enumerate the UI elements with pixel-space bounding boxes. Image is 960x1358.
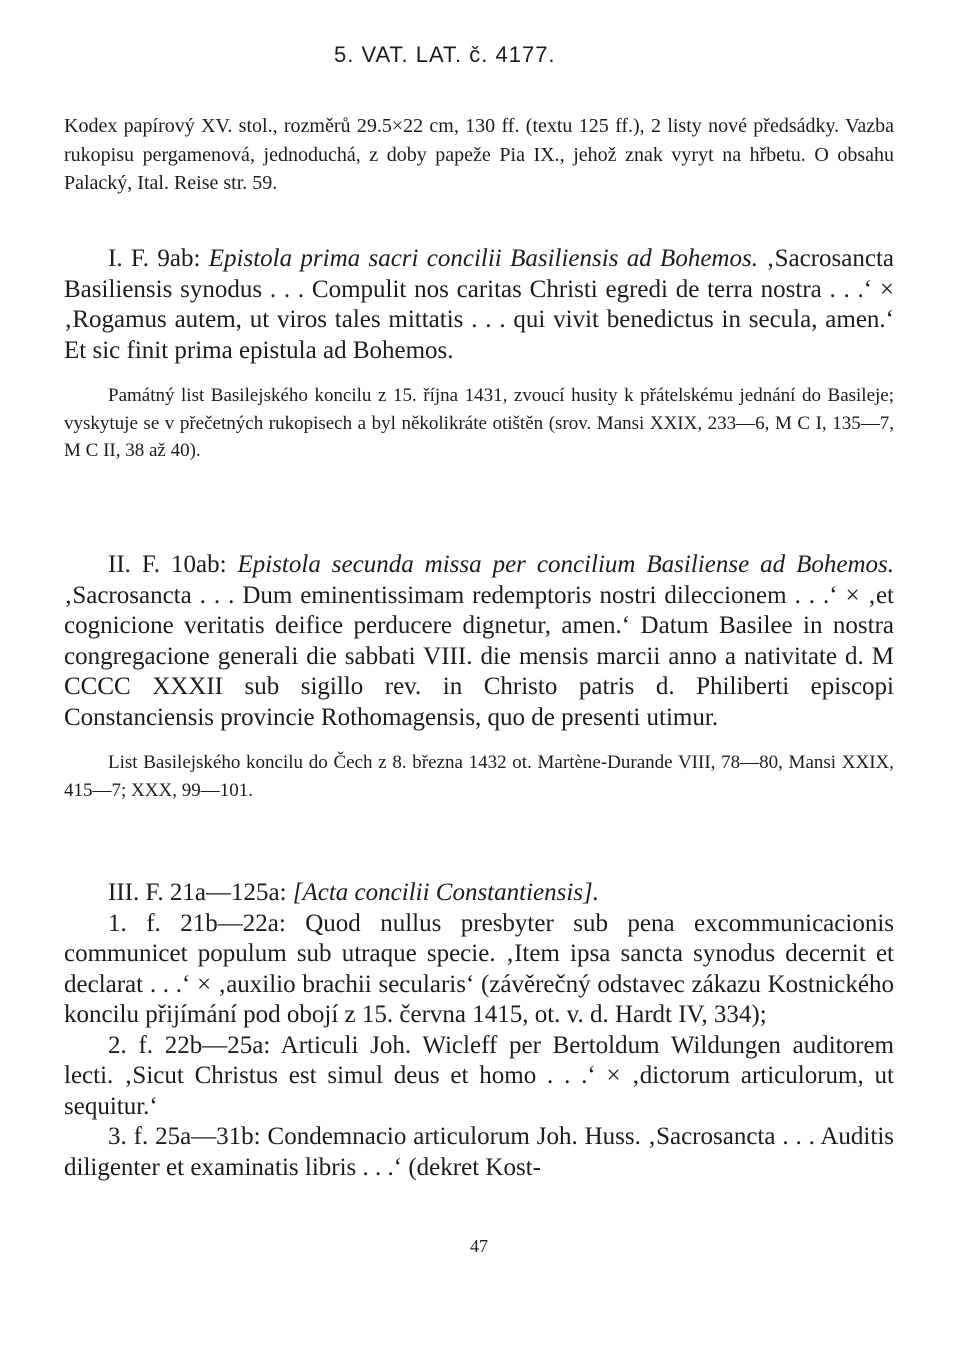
page-number: 47	[470, 1236, 488, 1256]
section-3-item-1: 1. f. 21b—22a: Quod nullus presbyter sub pena excommunicacionis communicet populum sub utraque specie. ‚Item ipsa sancta synodus decernit et declarat . . .‘ × ‚auxilio brachii secularis‘ (závěrečný odstavec zákazu Kostnického koncilu přijímání pod obojí z 15. června 1415, ot. v. d. Hardt IV, 334);	[64, 909, 894, 1028]
section-2-body	[64, 550, 894, 733]
section-1-body	[64, 244, 894, 366]
section-1	[64, 244, 894, 465]
section-3	[64, 878, 894, 1183]
page-heading: 5. VAT. LAT. č. 4177.	[334, 42, 556, 67]
codex-description: Kodex papírový XV. stol., rozměrů 29.5×22 cm, 130 ff. (textu 125 ff.), 2 listy nové předsádky. Vazba rukopisu pergamenová, jednoduchá, z doby papeže Pia IX., jehož znak vyryt na hřbetu. O obsahu Palacký, Ital. Reise str. 59.	[64, 115, 894, 194]
section-2-title: Epistola secunda missa per concilium Basiliense ad Bohemos.	[237, 551, 894, 578]
section-1-title: Epistola prima sacri concilii Basiliensis ad Bohemos.	[208, 245, 758, 272]
section-2-text: ‚Sacrosancta . . . Dum eminentissimam redemptoris nostri dileccionem . . .‘ × ‚et cognicione veritatis deifice perducere dignetur, amen.‘ Datum Basilee in nostra congregacione generali die sabbati VIII. die mensis marcii anno a nativitate d. M CCCC XXXII sub sigillo rev. in Christo patris d. Philiberti episcopi Constanciensis provincie Rothomagensis, quo de presenti utimur.	[64, 581, 894, 731]
section-3-title: [Acta concilii Constantiensis].	[292, 879, 600, 906]
section-1-note: Památný list Basilejského koncilu z 15. října 1431, zvoucí husity k přátelskému jednání do Basileje; vyskytuje se v přečetných rukopisech a byl několikráte otištěn (srov. Mansi XXIX, 233—6, M C I, 135—7, M C II, 38 až 40).	[64, 385, 894, 461]
section-3-item-2: 2. f. 22b—25a: Articuli Joh. Wicleff per Bertoldum Wildungen auditorem lecti. ‚Sicut Christus est simul deus et homo . . .‘ × ‚dictorum articulorum, ut sequitur.‘	[64, 1031, 894, 1120]
section-3-item-3: 3. f. 25a—31b: Condemnacio articulorum Joh. Huss. ‚Sacrosancta . . . Auditis diligenter et examinatis libris . . .‘ (dekret Kost-	[64, 1123, 894, 1181]
section-3-ref: III. F. 21a—125a:	[108, 879, 293, 906]
section-1-ref: I. F. 9ab:	[108, 245, 209, 272]
section-2-ref: II. F. 10ab:	[108, 551, 238, 578]
section-2-note: List Basilejského koncilu do Čech z 8. března 1432 ot. Martène-Durande VIII, 78—80, Mansi XXIX, 415—7; XXX, 99—101.	[64, 752, 894, 801]
section-2	[64, 550, 894, 804]
section-1-text: ‚Sacrosancta Basiliensis synodus . . . Compulit nos caritas Christi egredi de terra nostra . . .‘ × ‚Rogamus autem, ut viros tales mittatis . . . qui vivit benedictus in secula, amen.‘ Et sic finit prima epistula ad Bohemos.	[64, 245, 895, 364]
section-3-heading	[64, 878, 894, 909]
